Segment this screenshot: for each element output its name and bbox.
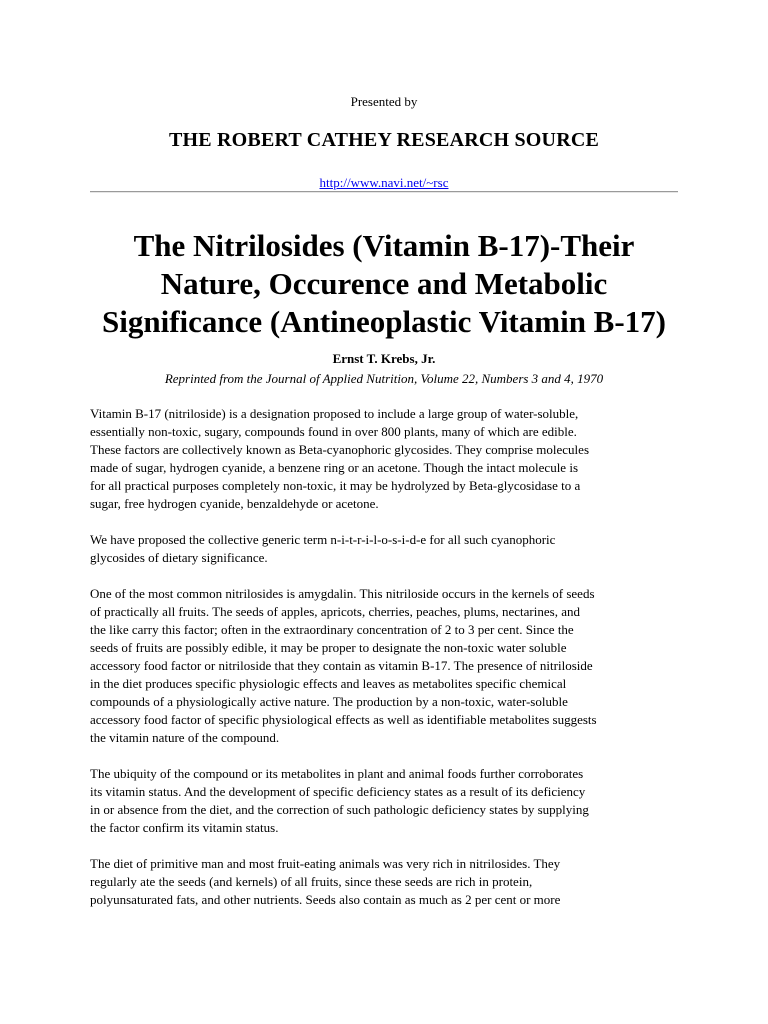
text-line: glycosides of dietary significance. bbox=[90, 550, 268, 565]
text-line: These factors are collectively known as Beta-cyanophoric glycosides. They comprise molecules bbox=[90, 442, 590, 457]
paragraph bbox=[90, 585, 680, 747]
source-link-container bbox=[0, 175, 768, 191]
text-line: The diet of primitive man and most fruit-eating animals was very rich in nitrilosides. They bbox=[90, 856, 561, 871]
paragraph bbox=[90, 765, 680, 837]
text-line: the like carry this factor; often in the extraordinary concentration of 2 to 3 per cent. Since the bbox=[90, 622, 574, 637]
text-line: The ubiquity of the compound or its metabolites in plant and animal foods further corroborates bbox=[90, 766, 584, 781]
text-line: Vitamin B-17 (nitriloside) is a designation proposed to include a large group of water-soluble, bbox=[90, 406, 579, 421]
text-line: made of sugar, hydrogen cyanide, a benzene ring or an acetone. Though the intact molecule is bbox=[90, 460, 579, 475]
text-line: seeds of fruits are possibly edible, it may be proper to designate the non-toxic water soluble bbox=[90, 640, 567, 655]
source-title: THE ROBERT CATHEY RESEARCH SOURCE bbox=[168, 129, 600, 151]
text-line: in or absence from the diet, and the correction of such pathologic deficiency states by supplying bbox=[90, 802, 589, 817]
text-line: in the diet produces specific physiologic effects and leaves as metabolites specific chemical bbox=[90, 676, 567, 691]
text-line: accessory food factor or nitriloside that they contain as vitamin B-17. The presence of nitriloside bbox=[90, 658, 593, 673]
reprint-note: Reprinted from the Journal of Applied Nutrition, Volume 22, Numbers 3 and 4, 1970 bbox=[164, 371, 604, 386]
paragraph bbox=[90, 855, 680, 909]
source-url-link[interactable]: http://www.navi.net/~rsc bbox=[319, 175, 449, 190]
title-line: The Nitrilosides (Vitamin B-17)-Their bbox=[133, 228, 635, 263]
text-line: of practically all fruits. The seeds of apples, apricots, cherries, peaches, plums, nectarines, and bbox=[90, 604, 580, 619]
text-line: regularly ate the seeds (and kernels) of all fruits, since these seeds are rich in protein, bbox=[90, 874, 533, 889]
text-line: accessory food factor of specific physiological effects as well as identifiable metabolites suggests bbox=[90, 712, 597, 727]
text-line: One of the most common nitrilosides is amygdalin. This nitriloside occurs in the kernels of seeds bbox=[90, 586, 595, 601]
article-title bbox=[40, 227, 728, 341]
presented-by-text: Presented by bbox=[350, 94, 418, 109]
text-line: for all practical purposes completely non-toxic, it may be hydrolyzed by Beta-glycosidase to a bbox=[90, 478, 581, 493]
text-line: essentially non-toxic, sugary, compounds found in over 800 plants, many of which are edible. bbox=[90, 424, 577, 439]
article-body bbox=[90, 405, 680, 927]
paragraph bbox=[90, 531, 680, 567]
paragraph bbox=[90, 405, 680, 513]
horizontal-divider bbox=[90, 191, 678, 193]
title-line: Nature, Occurence and Metabolic bbox=[160, 266, 608, 301]
text-line: polyunsaturated fats, and other nutrients. Seeds also contain as much as 2 per cent or more bbox=[90, 892, 561, 907]
title-line: Significance (Antineoplastic Vitamin B-17) bbox=[101, 304, 667, 339]
text-line: We have proposed the collective generic term n-i-t-r-i-l-o-s-i-d-e for all such cyanophoric bbox=[90, 532, 556, 547]
author-name: Ernst T. Krebs, Jr. bbox=[332, 351, 436, 366]
text-line: sugar, free hydrogen cyanide, benzaldehyde or acetone. bbox=[90, 496, 379, 511]
text-line: the vitamin nature of the compound. bbox=[90, 730, 280, 745]
text-line: compounds of a physiologically active nature. The production by a non-toxic, water-soluble bbox=[90, 694, 568, 709]
text-line: its vitamin status. And the development of specific deficiency states as a result of its deficiency bbox=[90, 784, 586, 799]
text-line: the factor confirm its vitamin status. bbox=[90, 820, 279, 835]
